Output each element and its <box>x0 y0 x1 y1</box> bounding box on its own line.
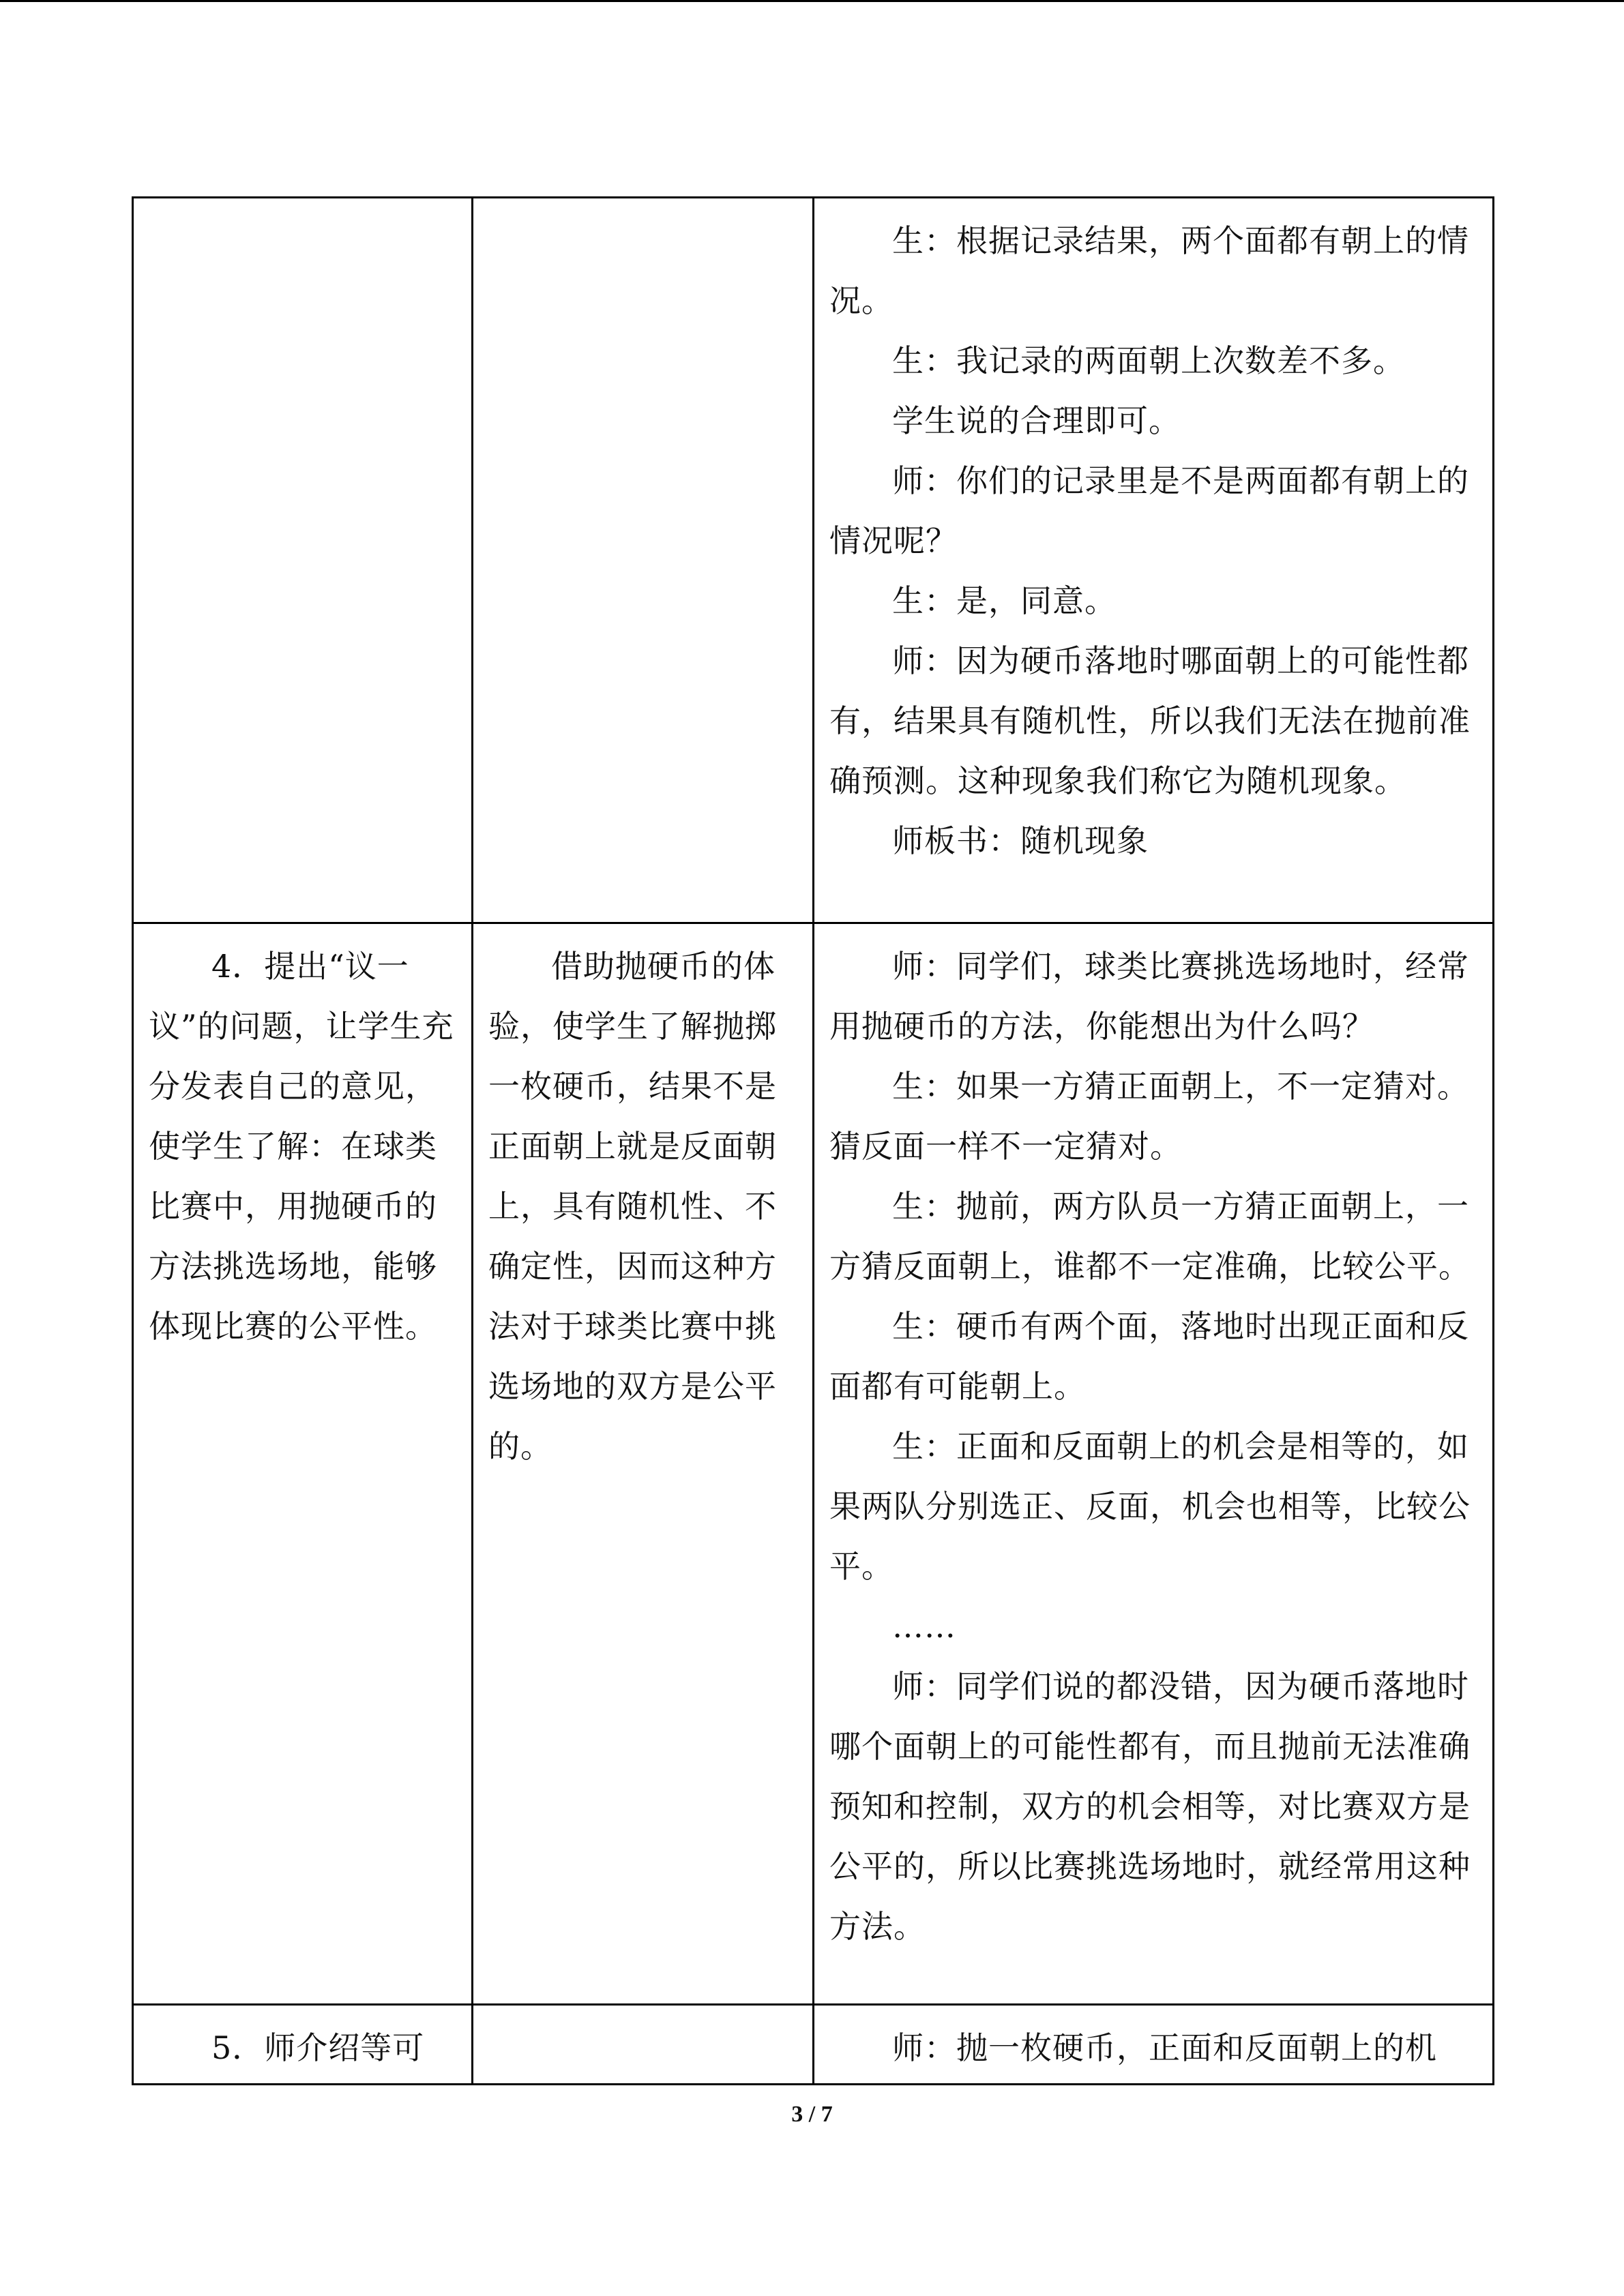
table-row <box>133 2005 1494 2085</box>
intent-text: 借助抛硬币的体验，使学生了解抛掷一枚硬币，结果不是正面朝上就是反面朝上，具有随机性、不确定性，因而这种方法对于球类比赛中挑选场地的双方是公平的。 <box>488 948 777 1465</box>
activity-cell <box>133 923 473 2005</box>
dialogue-cell <box>814 923 1494 2005</box>
dialogue-line: 生：根据记录结果，两个面都有朝上的情况。 <box>829 222 1469 319</box>
dialogue-line: 生：我记录的两面朝上次数差不多。 <box>892 342 1405 379</box>
intent-cell <box>473 2005 814 2085</box>
dialogue-cell <box>814 198 1494 923</box>
page-top-border <box>0 0 1624 2</box>
dialogue-line: 师：抛一枚硬币，正面和反面朝上的机 <box>892 2029 1437 2066</box>
dialogue-line: 生：抛前，两方队员一方猜正面朝上，一方猜反面朝上，谁都不一定准确，比较公平。 <box>829 1188 1471 1285</box>
intent-cell <box>473 923 814 2005</box>
activity-cell <box>133 198 473 923</box>
dialogue-line: 师：因为硬币落地时哪面朝上的可能性都有，结果具有随机性，所以我们无法在抛前准确预测。这种现象我们称它为随机现象。 <box>829 642 1471 799</box>
dialogue-line: 师板书：随机现象 <box>892 822 1149 859</box>
activity-cell <box>133 2005 473 2085</box>
activity-text: 5．师介绍等可 <box>211 2029 425 2066</box>
dialogue-line: 生：硬币有两个面，落地时出现正面和反面都有可能朝上。 <box>829 1308 1469 1405</box>
dialogue-line: 生：如果一方猜正面朝上，不一定猜对。猜反面一样不一定猜对。 <box>829 1068 1469 1165</box>
page-number: 3 / 7 <box>791 2102 833 2127</box>
dialogue-line: 师：同学们说的都没错，因为硬币落地时哪个面朝上的可能性都有，而且抛前无法准确预知和控制，双方的机会相等，对比赛双方是公平的，所以比赛挑选场地时，就经常用这种方法。 <box>829 1668 1471 1945</box>
intent-cell <box>473 198 814 923</box>
dialogue-line: 师：你们的记录里是不是两面都有朝上的情况呢？ <box>829 462 1469 559</box>
lesson-plan-table <box>132 196 1494 2085</box>
dialogue-line: …… <box>892 1608 956 1645</box>
dialogue-cell <box>814 2005 1494 2085</box>
table-row <box>133 923 1494 2005</box>
activity-text: 4．提出“议一议”的问题，让学生充分发表自己的意见，使学生了解：在球类比赛中，用抛硬币的方法挑选场地，能够体现比赛的公平性。 <box>149 948 454 1345</box>
table-row <box>133 198 1494 923</box>
dialogue-line: 学生说的合理即可。 <box>892 402 1181 439</box>
dialogue-line: 生：正面和反面朝上的机会是相等的，如果两队分别选正、反面，机会也相等，比较公平。 <box>829 1428 1471 1585</box>
dialogue-line: 师：同学们，球类比赛挑选场地时，经常用抛硬币的方法，你能想出为什么吗？ <box>829 948 1469 1045</box>
dialogue-line: 生：是，同意。 <box>892 582 1117 619</box>
